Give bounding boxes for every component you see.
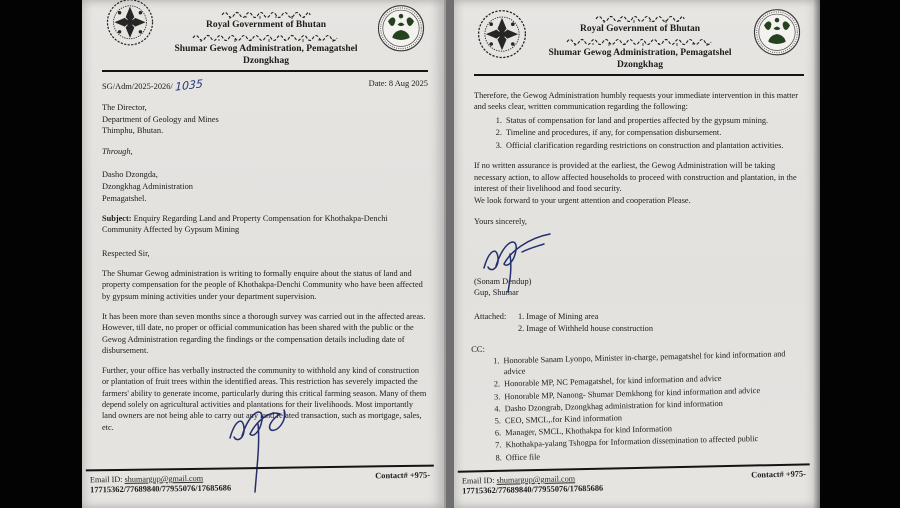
cc-label: CC: (471, 343, 486, 355)
attachment-item: 2. Image of Withheld house construction (526, 323, 653, 335)
request-item: 2. Timeline and procedures, if any, for compensation disbursement. (504, 127, 804, 139)
letter-page-2 (454, 0, 820, 508)
cc-item: 3. Honorable MP, Nanong- Shumar Demkhong for kind information and advice (502, 384, 802, 403)
closing-block (474, 276, 804, 299)
via-block: Dasho Dzongda, Dzongkhag Administration Pemagatshel. (102, 170, 193, 203)
header-rule (474, 74, 804, 76)
request-item: 3. Official clarification regarding restrictions on construction and plantation activities. (504, 140, 804, 152)
tibetan-script-sub (565, 36, 715, 46)
attachments-block: Attached: 1. Image of Mining area 2. Image of Withheld house construction (474, 311, 804, 334)
body-paragraph-3: Further, your office has verbally instructed the community to withhold any kind of construction or plantation of fruit trees within the identified areas. This restriction has severely impacted the farmers' ability to generate income, particularly during this critical farming season. Many of them depend solely on agricultural activities and plantations for their livelihoods. Most importantly land owners are not being able to carry out any land related transaction, such as mortgage, sales, etc. (102, 366, 427, 432)
cc-item: 1. Honorable Sanam Lyonpo, Minister in-charge, pemagatshel for kind information and advice (501, 348, 801, 378)
cc-item: 4. Dasho Dzongrab, Dzongkhag administration for kind information (503, 396, 803, 415)
reference-number: SG/Adm/2025-2026/ 1035 (102, 77, 203, 94)
footer-email: Email ID: shumargup@gmail.com (89, 473, 204, 485)
footer-contact: Contact# +975- (751, 469, 807, 480)
cc-item: 6. Manager, SMCL, Khothakpa for kind Information (503, 420, 803, 439)
signer-title: Gup, Shumar (474, 288, 519, 298)
attachment-item: 1. Image of Mining area (526, 311, 653, 323)
email-link: shumargup@gmail.com (124, 473, 204, 484)
cc-item: 7. Khothakpa-yalang Tshogpa for Information dissemination to affected public (503, 432, 803, 451)
warning-paragraph: If no written assurance is provided at the earliest, the Gewog Administration will be taking necessary action, to allow affected households to proceed with construction and plantation, in the interest of their livelihood and food security. (474, 161, 797, 193)
request-item: 1. Status of compensation for land and properties affected by the gypsum mining. (504, 115, 804, 127)
intro-paragraph: Therefore, the Gewog Administration humbly requests your immediate intervention in this matter and seeks clear, written communication regarding the following: (474, 91, 798, 112)
email-link: shumargup@gmail.com (496, 474, 576, 485)
cc-item: 8. Office file (504, 445, 804, 464)
government-title: Royal Government of Bhutan (579, 24, 701, 34)
administration-title: Shumar Gewog Administration, Pemagatshel Dzongkhag (174, 44, 358, 66)
government-title: Royal Government of Bhutan (205, 20, 327, 30)
tibetan-script-top (220, 9, 312, 19)
recipient-block: The Director, Department of Geology and Mines Thimphu, Bhutan. (102, 103, 219, 136)
royal-seal-icon (474, 8, 530, 67)
reference-handwritten: 1035 (174, 77, 203, 94)
page-footer (86, 465, 434, 495)
subject-line: Subject: Enquiry Regarding Land and Property Compensation for Khothakpa-Denchi Community Affected by Gypsum Mining (102, 214, 388, 235)
royal-seal-icon (102, 4, 158, 55)
letter-page-1 (82, 0, 444, 508)
cc-item: 5. CEO, SMCL,.for Kind information (503, 408, 803, 427)
gewog-emblem-icon (374, 4, 428, 61)
closing-line: We look forward to your urgent attention and cooperation Please. (474, 196, 691, 206)
signer-name: (Sonam Dendup) (474, 276, 532, 286)
letter-date: Date: 8 Aug 2025 (368, 79, 428, 88)
header-rule (102, 70, 428, 72)
page-edge-shadow (813, 0, 820, 508)
gewog-emblem-icon (750, 8, 804, 65)
sign-off: Yours sincerely, (474, 216, 528, 226)
footer-contact: Contact# +975- (375, 470, 431, 481)
salutation: Respected Sir, (102, 248, 150, 258)
footer-email: Email ID: shumargup@gmail.com (461, 474, 576, 486)
administration-title: Shumar Gewog Administration, Pemagatshel Dzongkhag (548, 48, 732, 70)
cc-item: 2. Honorable MP, NC Pemagatshel, for kind information and advice (502, 371, 802, 390)
footer-phones: 17715362/77689840/77955076/17685686 (90, 483, 232, 495)
cc-block (471, 336, 804, 464)
request-list (474, 115, 804, 152)
tibetan-script-sub (191, 32, 341, 42)
government-header (102, 4, 428, 67)
through-label: Through, (102, 146, 133, 156)
footer-phones: 17715362/77689840/77955076/17685686 (462, 483, 604, 496)
government-header (474, 8, 804, 71)
tibetan-script-top (594, 13, 686, 23)
body-paragraph-2: It has been more than seven months since a thorough survey was carried out in the affected areas. However, till date, no proper or official communication has been shared with the public or the Gewog Administration regarding the findings or the compensation details including date of disbursement. (102, 311, 426, 355)
body-paragraph-1: The Shumar Gewog administration is writing to formally enquire about the status of land and property compensation for the people of Khothakpa-Denchi Community who have been affected by gypsum mining activities under your department supervision. (102, 269, 423, 301)
